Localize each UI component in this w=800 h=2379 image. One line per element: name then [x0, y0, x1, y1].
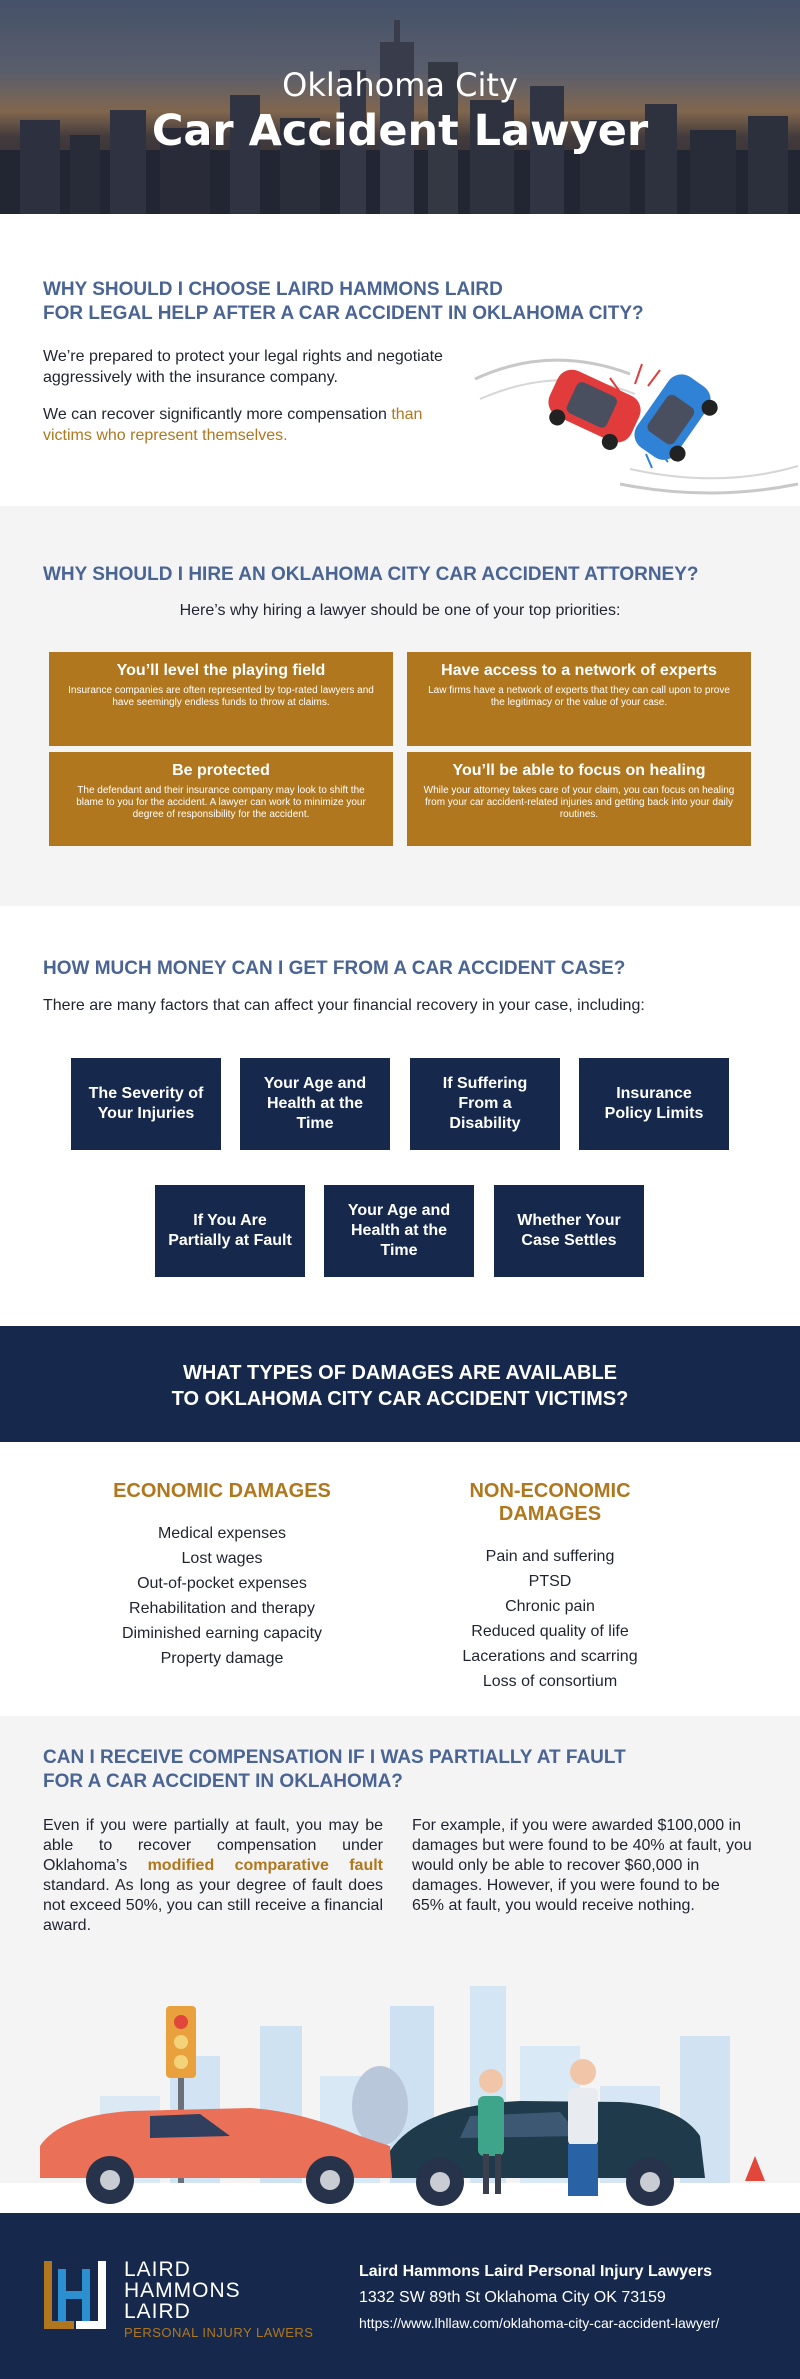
why-hire-section: [0, 506, 800, 906]
why-choose-section: [0, 214, 800, 506]
partial-fault-heading-line2: FOR A CAR ACCIDENT IN OKLAHOMA?: [43, 1771, 403, 1792]
logo-tagline: PERSONAL INJURY LAWERS: [124, 2325, 314, 2340]
factor-box: Your Age and Health at the Time: [240, 1058, 390, 1150]
list-item: Lacerations and scarring: [462, 1648, 638, 1665]
firm-name: Laird Hammons Laird Personal Injury Lawyers: [359, 2263, 712, 2280]
damages-section: [0, 1442, 800, 1716]
partial-fault-heading-line1: CAN I RECEIVE COMPENSATION IF I WAS PARTIALLY AT FAULT: [43, 1747, 626, 1768]
economic-damages-column: [92, 1480, 352, 1671]
logo-text-line3: LAIRD: [124, 2300, 191, 2323]
factor-box: Whether Your Case Settles: [494, 1185, 644, 1277]
partial-fault-left-text: [43, 1816, 383, 1936]
damages-banner: [0, 1326, 800, 1442]
reason-card-desc: Law firms have a network of experts that they can call upon to prove the legitimacy or the value of your case.: [428, 685, 730, 708]
factor-box: Your Age and Health at the Time: [324, 1185, 474, 1277]
reason-card: [407, 652, 751, 746]
list-item: Rehabilitation and therapy: [129, 1600, 315, 1617]
list-item: Loss of consortium: [482, 1673, 618, 1690]
why-choose-para2: [43, 404, 473, 446]
reason-card-title: You’ll level the playing field: [116, 662, 326, 679]
car-crash-illustration: [470, 334, 800, 504]
why-choose-heading-line2: FOR LEGAL HELP AFTER A CAR ACCIDENT IN OKLAHOMA CITY?: [43, 303, 644, 324]
list-item: Pain and suffering: [485, 1548, 615, 1565]
reason-card-desc: While your attorney takes care of your claim, you can focus on healing from your car accident-related injuries and getting back into your daily routines.: [423, 785, 735, 820]
reason-card-desc: Insurance companies are often represented by top-rated lawyers and have seemingly endless funds to throw at claims.: [68, 685, 374, 708]
hero-title: Car Accident Lawyer: [151, 106, 649, 156]
non-economic-damages-heading: NON-ECONOMIC DAMAGES: [469, 1480, 631, 1525]
non-economic-damages-column: [420, 1480, 680, 1694]
why-choose-heading-line1: WHY SHOULD I CHOOSE LAIRD HAMMONS LAIRD: [43, 279, 503, 300]
footer: [0, 2213, 800, 2379]
why-choose-para2-text: We can recover significantly more compensation: [43, 406, 392, 423]
why-choose-para2-highlight: than victims who represent themselves.: [43, 406, 423, 444]
list-item: Reduced quality of life: [471, 1623, 629, 1640]
damages-banner-title: [0, 1360, 800, 1412]
how-much-section: [0, 906, 800, 1326]
reason-card: [407, 752, 751, 846]
list-item: Chronic pain: [505, 1598, 595, 1615]
hero-subtitle: Oklahoma City: [282, 66, 518, 104]
reason-card-desc: The defendant and their insurance company may look to shift the blame to you for the accident. A lawyer can work to minimize your degree of responsibility for the accident.: [76, 785, 366, 820]
list-item: Out-of-pocket expenses: [137, 1575, 307, 1592]
non-economic-damages-list: [420, 1544, 680, 1694]
economic-damages-list: [92, 1521, 352, 1671]
damages-banner-line2: TO OKLAHOMA CITY CAR ACCIDENT VICTIMS?: [171, 1388, 629, 1410]
partial-fault-right-text: For example, if you were awarded $100,000 in damages but were found to be 40% at fault, you would only be able to recover $60,000 in damages. However, if you were found to be 65% at fault, you would receive nothing.: [412, 1817, 752, 1914]
economic-damages-heading: ECONOMIC DAMAGES: [113, 1480, 331, 1502]
list-item: Medical expenses: [157, 1525, 287, 1542]
why-hire-intro: Here’s why hiring a lawyer should be one of your top priorities:: [179, 602, 621, 619]
reason-card-title: You’ll be able to focus on healing: [452, 762, 706, 779]
partial-fault-heading: [43, 1746, 763, 1794]
why-hire-heading: WHY SHOULD I HIRE AN OKLAHOMA CITY CAR ACCIDENT ATTORNEY?: [43, 564, 699, 585]
partial-fault-left-start: Even if you were partially at fault, you may be able to recover compensation under Oklahoma’s: [43, 1817, 383, 1874]
reason-card-title: Be protected: [172, 762, 270, 779]
reason-card: [49, 752, 393, 846]
partial-fault-section: [0, 1716, 800, 2213]
list-item: Property damage: [160, 1650, 284, 1667]
why-choose-heading: [43, 278, 743, 326]
hero-banner: [0, 0, 800, 214]
firm-url-link[interactable]: https://www.lhllaw.com/oklahoma-city-car-accident-lawyer/: [359, 2315, 720, 2331]
partial-fault-left-highlight: modified comparative fault: [147, 1857, 383, 1874]
factor-box: Insurance Policy Limits: [579, 1058, 729, 1150]
factor-box: If Suffering From a Disability: [410, 1058, 560, 1150]
firm-address: 1332 SW 89th St Oklahoma City OK 73159: [359, 2289, 666, 2306]
factor-box: The Severity of Your Injuries: [71, 1058, 221, 1150]
reason-card-title: Have access to a network of experts: [441, 662, 717, 679]
logo-text-line1: LAIRD: [124, 2258, 191, 2281]
partial-fault-left-end: standard. As long as your degree of fault does not exceed 50%, you can still receive a financial award.: [43, 1877, 383, 1934]
how-much-intro: There are many factors that can affect your financial recovery in your case, including:: [43, 997, 645, 1014]
logo-text-line2: HAMMONS: [124, 2279, 241, 2302]
list-item: Lost wages: [181, 1550, 263, 1567]
damages-banner-line1: WHAT TYPES OF DAMAGES ARE AVAILABLE: [182, 1362, 618, 1384]
reason-card: [49, 652, 393, 746]
list-item: Diminished earning capacity: [121, 1625, 323, 1642]
firm-logo-icon: [42, 2255, 112, 2335]
how-much-heading: HOW MUCH MONEY CAN I GET FROM A CAR ACCIDENT CASE?: [43, 958, 626, 979]
factor-box: If You Are Partially at Fault: [155, 1185, 305, 1277]
why-choose-para1: We’re prepared to protect your legal rights and negotiate aggressively with the insurance company.: [43, 348, 443, 386]
accident-scene-illustration: [0, 1946, 800, 2213]
list-item: PTSD: [528, 1573, 572, 1590]
